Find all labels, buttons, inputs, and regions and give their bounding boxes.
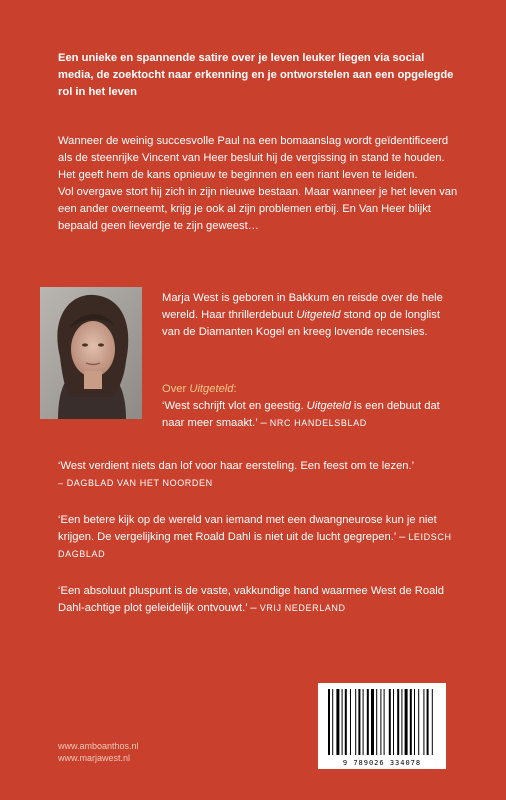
book-title: Uitgeteld <box>306 400 351 412</box>
previous-book-review <box>162 381 462 432</box>
review-quote <box>162 398 462 432</box>
book-title: Uitgeteld <box>296 309 341 321</box>
blurb-paragraph: Wanneer de weinig succesvolle Paul na een bomaanslag wordt geïdentificeerd als de steenrijke Vincent van Heer besluit hij de vergissing in stand te houden. Het geeft hem de kans opnieuw te beginnen en een riant leven te leiden. <box>58 135 449 181</box>
press-quote <box>58 512 462 563</box>
isbn-barcode <box>318 683 446 769</box>
quote-text: ‘West verdient niets dan lof voor haar eersteling. Een feest om te lezen.’ <box>58 460 415 472</box>
review-heading <box>162 381 462 398</box>
author-bio <box>162 290 458 341</box>
author-bio-text: Marja West is geboren in Bakkum en reisde over de hele wereld. Haar thrillerdebuut <box>162 292 443 321</box>
author-url[interactable]: www.marjawest.nl <box>58 753 131 763</box>
quote-text: ‘Een betere kijk op de wereld van iemand met een dwangneurose kun je niet krijgen. De vergelijking met Roald Dahl is niet uit de lucht gegrepen.’ – <box>58 514 437 543</box>
blurb-paragraph: Vol overgave stort hij zich in zijn nieuwe bestaan. Maar wanneer je het leven van een ander overneemt, krijg je ook al zijn problemen erbij. En Van Heer blijkt bepaald geen lieverdje te zijn geweest… <box>58 186 458 232</box>
website-links <box>58 740 139 764</box>
review-heading-suffix: : <box>233 383 237 395</box>
publisher-url[interactable]: www.amboanthos.nl <box>58 741 139 751</box>
quote-source: NRC HANDELSBLAD <box>269 418 367 428</box>
author-bio-text: stond op de longlist van de Diamanten Kogel en kreeg lovende recensies. <box>162 309 440 338</box>
quote-text: is een debuut dat naar meer smaakt.’ – <box>162 400 440 429</box>
quote-source: LEIDSCH DAGBLAD <box>58 532 452 559</box>
book-title: Uitgeteld <box>189 383 234 395</box>
quote-source: VRIJ NEDERLAND <box>259 603 346 613</box>
press-quote <box>58 583 462 617</box>
quote-text: ‘Een absoluut pluspunt is de vaste, vakkundige hand waarmee West de Roald Dahl-achtige plot geleidelijk ontvouwt.’ – <box>58 585 445 614</box>
press-quote <box>58 458 462 492</box>
quote-text: ‘West schrijft vlot en geestig. <box>162 400 307 412</box>
quote-source: – DAGBLAD VAN HET NOORDEN <box>58 478 213 488</box>
barcode-bars <box>318 683 446 769</box>
author-photo <box>40 287 142 419</box>
blurb <box>58 133 460 235</box>
barcode-digits: 9 789026 334078 <box>342 759 422 767</box>
review-heading-prefix: Over <box>162 383 190 395</box>
lead-text: Een unieke en spannende satire over je leven leuker liegen via social media, de zoektocht naar erkenning en je ontworstelen aan een opgelegde rol in het leven <box>58 52 454 98</box>
